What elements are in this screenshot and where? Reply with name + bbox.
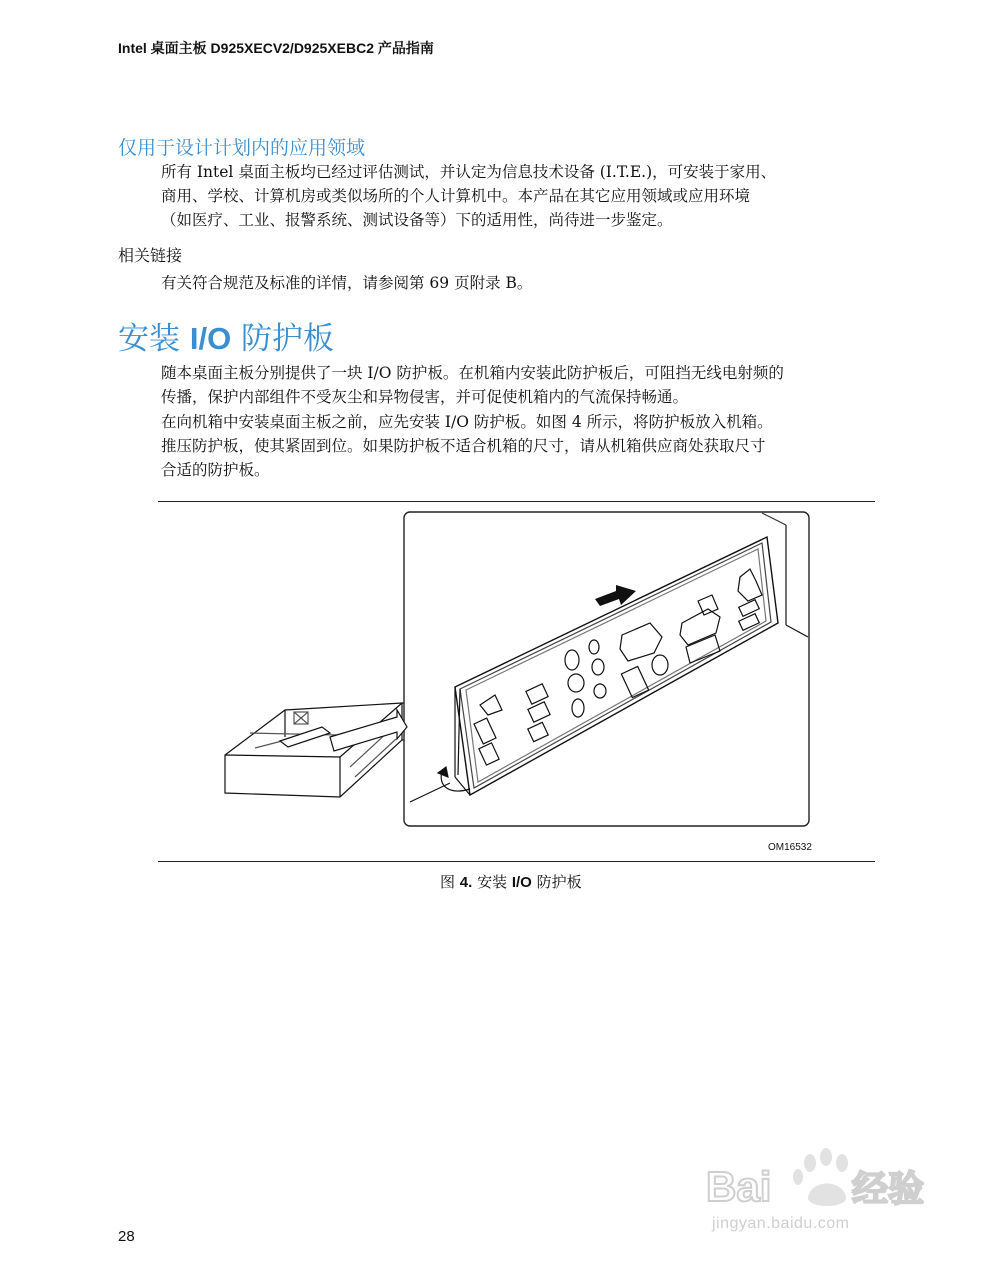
figure-top-rule [158, 501, 875, 502]
text-line: 所有 Intel 桌面主板均已经过评估测试，并认定为信息技术设备 (I.T.E.)，可安装于家用、 [161, 163, 777, 181]
title-io: I/O [189, 321, 232, 356]
title-part: 安装 [118, 321, 190, 357]
title-part: 防护板 [231, 321, 335, 357]
section-title-application-areas: 仅用于设计计划内的应用领域 [118, 137, 366, 159]
section-title-io-shield [118, 313, 334, 358]
caption-prefix: 图 [440, 873, 460, 891]
chassis-drawing [225, 703, 402, 797]
caption-number: 4. [459, 874, 473, 891]
text-line: 合适的防护板。 [161, 461, 270, 479]
paragraph-io-shield-install [161, 410, 881, 482]
text-line: （如医疗、工业、报警系统、测试设备等）下的适用性，尚待进一步鉴定。 [161, 211, 673, 229]
text-line: 在向机箱中安装桌面主板之前，应先安装 I/O 防护板。如图 4 所示，将防护板放入机箱。 [161, 413, 773, 431]
watermark-brand-cn: 经验 [852, 1169, 925, 1210]
paragraph-io-shield-intro [161, 361, 881, 409]
caption-io: I/O [511, 874, 532, 891]
text-line: 随本桌面主板分别提供了一块 I/O 防护板。在机箱内安装此防护板后，可阻挡无线电射频的 [161, 364, 784, 382]
io-shield-installation-figure [210, 505, 830, 835]
running-header: Intel 桌面主板 D925XECV2/D925XEBC2 产品指南 [118, 40, 434, 56]
figure-bottom-rule [158, 861, 875, 862]
watermark-url: jingyan.baidu.com [712, 1215, 850, 1232]
paragraph-application-areas [161, 160, 861, 232]
related-links-title: 相关链接 [118, 246, 183, 265]
caption-text: 防护板 [531, 873, 582, 891]
figure-caption [440, 871, 582, 892]
text-line: 推压防护板，使其紧固到位。如果防护板不适合机箱的尺寸，请从机箱供应商处获取尺寸 [161, 437, 766, 455]
page-number: 28 [118, 1228, 135, 1245]
related-links-text: 有关符合规范及标准的详情，请参阅第 69 页附录 B。 [161, 274, 533, 292]
text-line: 商用、学校、计算机房或类似场所的个人计算机中。本产品在其它应用领域或应用环境 [161, 187, 751, 205]
watermark-brand: Bai [706, 1163, 772, 1210]
text-line: 传播，保护内部组件不受灰尘和异物侵害，并可促使机箱内的气流保持畅通。 [161, 388, 689, 406]
figure-code: OM16532 [768, 842, 812, 853]
caption-text: 安装 [472, 873, 512, 891]
